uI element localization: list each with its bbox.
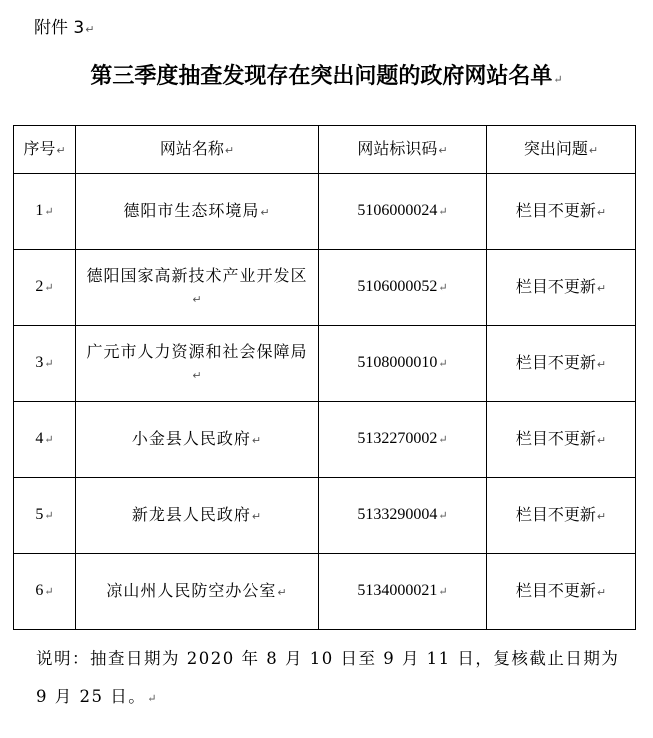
paragraph-mark-icon: ↵ [44,282,54,294]
website-table [13,125,636,630]
paragraph-mark-icon: ↵ [596,509,607,523]
paragraph-mark-icon: ↵ [438,434,448,446]
paragraph-mark-icon: ↵ [44,206,54,218]
paragraph-mark-icon: ↵ [596,357,607,371]
header-cell-site-code: 网站标识码↵ [319,126,487,174]
site-code-cell: 5108000010↵ [319,326,487,402]
paragraph-mark-icon: ↵ [44,358,54,370]
paragraph-mark-icon: ↵ [438,143,448,157]
header-cell-issue: 突出问题↵ [487,126,636,174]
site-name-cell: 德阳国家高新技术产业开发区↵ [76,250,319,326]
paragraph-mark-icon: ↵ [147,692,158,705]
table-row [14,174,636,250]
note-paragraph [36,640,628,718]
paragraph-mark-icon: ↵ [192,292,203,306]
row-number-cell: 5↵ [14,478,76,554]
document-title [0,60,653,96]
row-number-cell: 6↵ [14,554,76,630]
paragraph-mark-icon: ↵ [596,585,607,599]
paragraph-mark-icon: ↵ [251,509,263,523]
row-number-cell: 3↵ [14,326,76,402]
table-row [14,326,636,402]
site-code-cell: 5134000021↵ [319,554,487,630]
paragraph-mark-icon: ↵ [251,433,263,447]
issue-cell: 栏目不更新↵ [487,478,636,554]
paragraph-mark-icon: ↵ [277,585,288,599]
issue-cell: 栏目不更新↵ [487,174,636,250]
paragraph-mark-icon: ↵ [224,143,235,157]
site-code-cell: 5106000052↵ [319,250,487,326]
header-cell-site-name: 网站名称↵ [76,126,319,174]
document-title-text: 第三季度抽查发现存在突出问题的政府网站名单 [90,63,553,89]
issue-cell: 栏目不更新↵ [487,326,636,402]
table-row [14,554,636,630]
header-cell-number: 序号↵ [14,126,76,174]
site-name-cell: 小金县人民政府↵ [76,402,319,478]
row-number-cell: 4↵ [14,402,76,478]
attachment-text: 附件 3 [34,18,85,38]
paragraph-mark-icon: ↵ [596,281,607,295]
table-header-row [14,126,636,174]
site-code-cell: 5133290004↵ [319,478,487,554]
paragraph-mark-icon: ↵ [438,206,448,218]
paragraph-mark-icon: ↵ [588,143,599,157]
paragraph-mark-icon: ↵ [260,205,271,219]
paragraph-mark-icon: ↵ [85,23,95,36]
site-name-cell: 广元市人力资源和社会保障局↵ [76,326,319,402]
paragraph-mark-icon: ↵ [553,73,563,86]
issue-cell: 栏目不更新↵ [487,250,636,326]
paragraph-mark-icon: ↵ [596,433,607,447]
note-text: 说明：抽查日期为 2020 年 8 月 10 日至 9 月 11 日，复核截止日期为 9 月 25 日。 [36,649,620,706]
attachment-label [34,16,94,42]
row-number-cell: 2↵ [14,250,76,326]
site-name-cell: 新龙县人民政府↵ [76,478,319,554]
site-code-cell: 5106000024↵ [319,174,487,250]
table-row [14,250,636,326]
paragraph-mark-icon: ↵ [44,510,54,522]
paragraph-mark-icon: ↵ [44,586,54,598]
table-row [14,402,636,478]
paragraph-mark-icon: ↵ [596,205,607,219]
table-row [14,478,636,554]
paragraph-mark-icon: ↵ [438,282,448,294]
site-code-cell: 5132270002↵ [319,402,487,478]
paragraph-mark-icon: ↵ [56,143,66,157]
site-name-cell: 凉山州人民防空办公室↵ [76,554,319,630]
issue-cell: 栏目不更新↵ [487,402,636,478]
paragraph-mark-icon: ↵ [44,434,54,446]
paragraph-mark-icon: ↵ [438,510,448,522]
issue-cell: 栏目不更新↵ [487,554,636,630]
site-name-cell: 德阳市生态环境局↵ [76,174,319,250]
row-number-cell: 1↵ [14,174,76,250]
paragraph-mark-icon: ↵ [438,358,448,370]
paragraph-mark-icon: ↵ [192,368,203,382]
paragraph-mark-icon: ↵ [438,586,448,598]
